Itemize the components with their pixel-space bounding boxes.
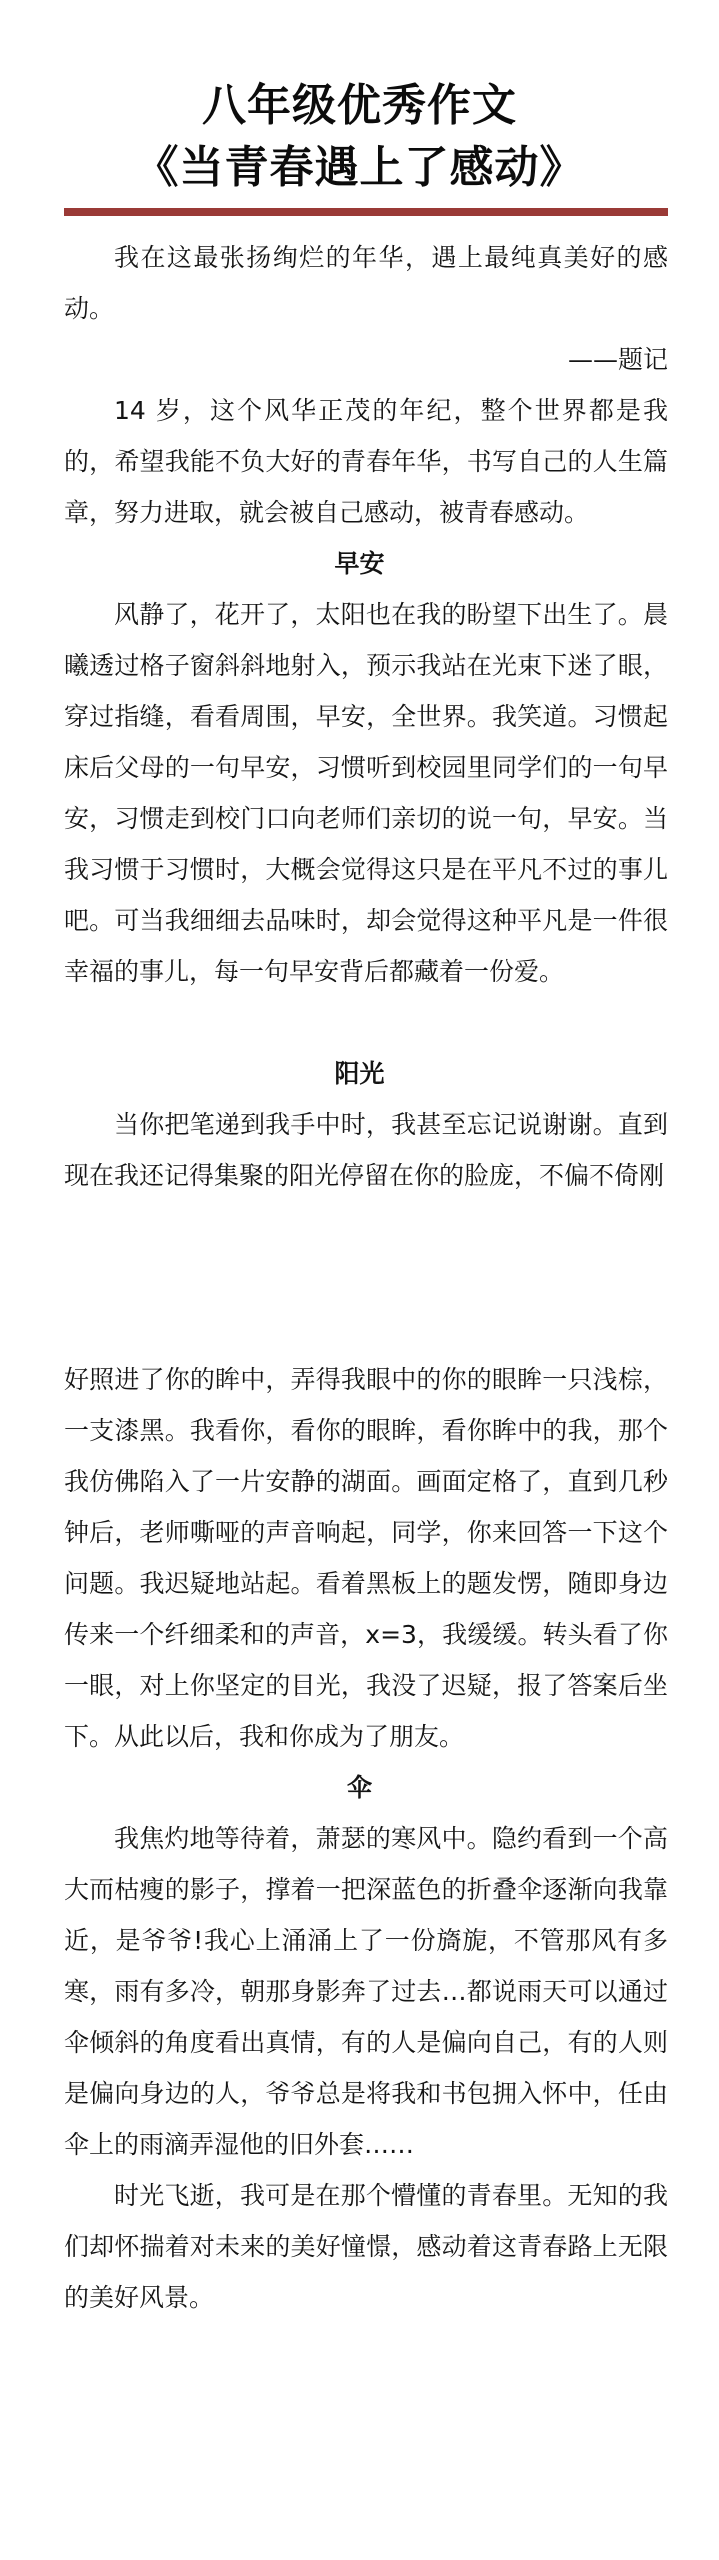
section-paragraph-morning: 风静了，花开了，太阳也在我的盼望下出生了。晨曦透过格子窗斜斜地射入，预示我站在光束下迷了眼，穿过指缝，看看周围，早安，全世界。我笑道。习惯起床后父母的一句早安，习惯听到校园里同学们的一句早安，习惯走到校门口向老师们亲切的说一句，早安。当我习惯于习惯时，大概会觉得这只是在平凡不过的事儿吧。可当我细细去品味时，却会觉得这种平凡是一件很幸福的事儿，每一句早安背后都藏着一份爱。 <box>64 600 668 986</box>
essay-title: 《当青春遇上了感动》 <box>134 142 585 193</box>
section-paragraph-sunshine-part1: 当你把笔递到我手中时，我甚至忘记说谢谢。直到现在我还记得集聚的阳光停留在你的脸庞，不偏不倚刚 <box>64 1110 668 1190</box>
epigraph-text: 我在这最张扬绚烂的年华，遇上最纯真美好的感动。 <box>64 243 668 323</box>
section-paragraph-umbrella: 我焦灼地等待着，萧瑟的寒风中。隐约看到一个高大而枯瘦的影子，撑着一把深蓝色的折叠伞逐渐向我靠近，是爷爷!我心上涌涌上了一份旖旎，不管那风有多寒，雨有多冷，朝那身影奔了过去…都说雨天可以通过伞倾斜的角度看出真情，有的人是偏向自己，有的人则是偏向身边的人，爷爷总是将我和书包拥入怀中，任由伞上的雨滴弄湿他的旧外套…… <box>64 1824 668 2159</box>
epigraph-attribution: ——题记 <box>567 345 668 374</box>
title-grade-label: 八年级优秀作文 <box>202 80 517 131</box>
section-heading-morning: 早安 <box>334 549 385 578</box>
intro-paragraph: 14 岁，这个风华正茂的年纪，整个世界都是我的，希望我能不负大好的青春年华，书写自己的人生篇章，努力进取，就会被自己感动，被青春感动。 <box>64 396 668 527</box>
section-paragraph-sunshine-part2: 好照进了你的眸中，弄得我眼中的你的眼眸一只浅棕，一支漆黑。我看你，看你的眼眸，看你眸中的我，那个我仿佛陷入了一片安静的湖面。画面定格了，直到几秒钟后，老师嘶哑的声音响起，同学，你来回答一下这个问题。我迟疑地站起。看着黑板上的题发愣，随即身边传来一个纤细柔和的声音，x=3，我缓缓。转头看了你一眼，对上你坚定的目光，我没了迟疑，报了答案后坐下。从此以后，我和你成为了朋友。 <box>64 1365 668 1751</box>
title-divider <box>64 208 668 216</box>
section-heading-umbrella: 伞 <box>346 1773 372 1802</box>
section-heading-sunshine: 阳光 <box>334 1059 385 1088</box>
conclusion-paragraph: 时光飞逝，我可是在那个懵懂的青春里。无知的我们却怀揣着对未来的美好憧憬，感动着这青春路上无限的美好风景。 <box>64 2181 668 2312</box>
